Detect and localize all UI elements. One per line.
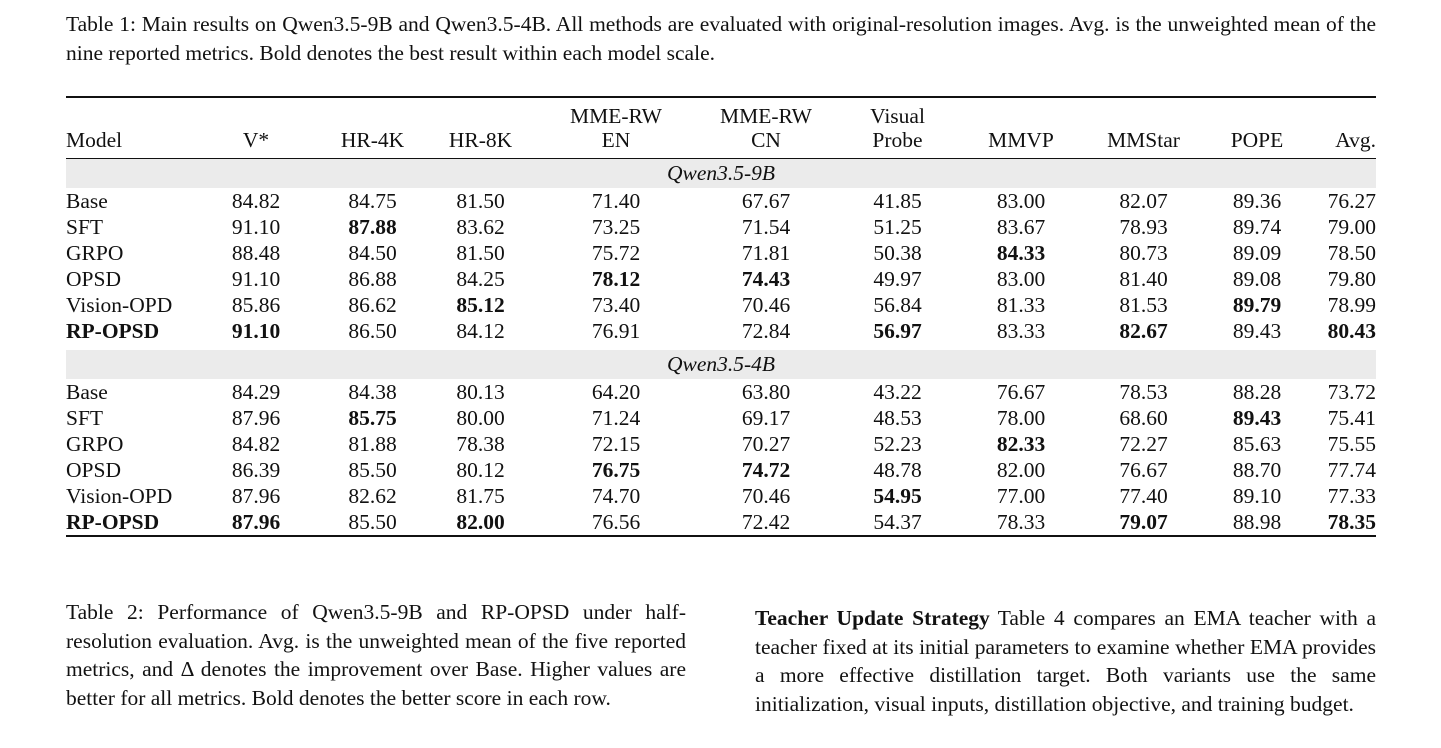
table-cell: 84.75 xyxy=(348,189,397,213)
table-cell: 89.08 xyxy=(1232,267,1282,291)
table-header-row xyxy=(66,97,1376,159)
table-cell: 73.40 xyxy=(591,293,641,317)
table-row xyxy=(66,188,1376,214)
table-cell: 76.27 xyxy=(1327,189,1376,213)
table-cell: 72.42 xyxy=(690,509,842,536)
model-name: SFT xyxy=(66,215,104,239)
model-name: Vision-OPD xyxy=(66,484,173,508)
table-cell: 87.96 xyxy=(186,509,326,536)
table-cell: 77.00 xyxy=(996,484,1046,508)
table-cell: 73.25 xyxy=(591,215,641,239)
table-cell: 81.50 xyxy=(456,189,505,213)
table-cell: 68.60 xyxy=(1119,406,1168,430)
table-cell: 82.00 xyxy=(996,458,1046,482)
table-cell: 83.62 xyxy=(456,215,505,239)
table-row xyxy=(66,292,1376,318)
group-header-row xyxy=(66,159,1376,189)
group-label: Qwen3.5-9B xyxy=(66,159,1376,189)
model-name: RP-OPSD xyxy=(66,319,160,343)
table-cell: 64.20 xyxy=(591,380,641,404)
table-cell: 77.74 xyxy=(1327,458,1376,482)
table-cell: 84.29 xyxy=(231,380,281,404)
table-cell: 71.54 xyxy=(741,215,791,239)
column-header-line: V* xyxy=(242,128,270,152)
teacher-update-paragraph xyxy=(755,604,1376,718)
table-cell: 85.50 xyxy=(326,509,419,536)
model-name: OPSD xyxy=(66,458,121,482)
table-cell: 77.40 xyxy=(1119,484,1168,508)
table-cell: 63.80 xyxy=(741,380,791,404)
table-cell: 78.99 xyxy=(1327,293,1376,317)
table-cell: 78.00 xyxy=(996,406,1046,430)
paragraph-text: Table 4 compares an EMA teacher with a teacher fixed at its initial parameters to examine whether EMA provides a more effective distillation target. Both variants use the same initialization, visual inputs, distillation objective, and training budget. xyxy=(755,606,1376,716)
table-cell: 52.23 xyxy=(873,432,922,456)
table-cell: 78.93 xyxy=(1119,215,1168,239)
table-cell: 91.10 xyxy=(231,267,281,291)
table-cell: 82.67 xyxy=(1119,319,1168,343)
table-cell: 85.63 xyxy=(1232,432,1282,456)
table-cell: 84.25 xyxy=(456,267,505,291)
column-header xyxy=(419,97,542,159)
table-cell: 87.96 xyxy=(231,406,281,430)
column-header-line: CN xyxy=(751,128,781,152)
table-cell: 80.00 xyxy=(456,406,505,430)
table-cell: 69.17 xyxy=(741,406,791,430)
table-cell: 78.53 xyxy=(1119,380,1168,404)
table-cell: 91.10 xyxy=(231,215,281,239)
table-cell: 79.80 xyxy=(1327,267,1376,291)
table-cell: 43.22 xyxy=(873,380,922,404)
column-header xyxy=(326,97,419,159)
table-cell: 80.73 xyxy=(1119,241,1168,265)
table-cell: 79.00 xyxy=(1327,215,1376,239)
table-cell: 86.39 xyxy=(231,458,281,482)
table-cell: 83.00 xyxy=(996,267,1046,291)
table-cell: 54.95 xyxy=(873,484,922,508)
table-cell: 89.74 xyxy=(1232,215,1282,239)
table-cell: 71.24 xyxy=(591,406,641,430)
table-cell: 83.67 xyxy=(996,215,1046,239)
table-cell: 81.50 xyxy=(456,241,505,265)
table-cell: 75.55 xyxy=(1327,432,1376,456)
table-cell: 78.12 xyxy=(591,267,641,291)
table-cell: 78.35 xyxy=(1316,509,1376,536)
model-name: SFT xyxy=(66,406,104,430)
table-cell: 82.00 xyxy=(419,509,542,536)
table-cell: 78.33 xyxy=(953,509,1089,536)
table-cell: 89.09 xyxy=(1232,241,1282,265)
table-cell: 74.72 xyxy=(741,458,791,482)
table-cell: 56.84 xyxy=(873,293,922,317)
table-cell: 86.62 xyxy=(348,293,397,317)
column-header-line: Visual xyxy=(870,104,925,128)
table-cell: 81.53 xyxy=(1119,293,1168,317)
table-cell: 50.38 xyxy=(873,241,922,265)
table-cell: 76.67 xyxy=(996,380,1046,404)
table-cell: 80.13 xyxy=(456,380,505,404)
column-header-line: POPE xyxy=(1230,128,1284,152)
column-header-line: EN xyxy=(601,128,631,152)
table-cell: 48.53 xyxy=(873,406,922,430)
column-header-line: HR-4K xyxy=(340,128,405,152)
table-cell: 54.37 xyxy=(842,509,953,536)
table-cell: 86.50 xyxy=(348,319,397,343)
table-cell: 75.41 xyxy=(1327,406,1376,430)
table-cell: 78.38 xyxy=(456,432,505,456)
paragraph-heading: Teacher Update Strategy xyxy=(755,606,990,630)
column-header-line: MMVP xyxy=(988,128,1054,152)
column-header-line: Avg. xyxy=(1335,128,1376,152)
table-row xyxy=(66,483,1376,509)
table-cell: 74.43 xyxy=(741,267,791,291)
table-row xyxy=(66,379,1376,405)
column-header-line: Probe xyxy=(872,128,923,152)
model-name: RP-OPSD xyxy=(66,509,186,536)
table2-caption: Table 2: Performance of Qwen3.5-9B and RP-OPSD under half-resolution evaluation. Avg. is the unweighted mean of the five reported metrics, and Δ denotes the improvement over Base. Higher values are better for all metrics. Bold denotes the better score in each row. xyxy=(66,600,686,710)
table-cell: 84.82 xyxy=(231,432,281,456)
table-cell: 76.56 xyxy=(542,509,690,536)
table-cell: 71.81 xyxy=(741,241,791,265)
column-header-line: MMStar xyxy=(1107,128,1180,152)
table-cell: 89.79 xyxy=(1232,293,1282,317)
table-cell: 86.88 xyxy=(348,267,397,291)
table-cell: 89.43 xyxy=(1232,319,1282,343)
table-cell: 74.70 xyxy=(591,484,641,508)
column-header xyxy=(66,97,186,159)
table-cell: 70.46 xyxy=(741,293,791,317)
table-cell: 85.86 xyxy=(231,293,281,317)
table-cell: 85.50 xyxy=(348,458,397,482)
model-name: OPSD xyxy=(66,267,121,291)
column-header xyxy=(1316,97,1376,159)
model-name: Base xyxy=(66,380,108,404)
table1-caption: Table 1: Main results on Qwen3.5-9B and Qwen3.5-4B. All methods are evaluated with original-resolution images. Avg. is the unweighted mean of the nine reported metrics. Bold denotes the best result within each model scale. xyxy=(66,12,1376,65)
table-cell: 67.67 xyxy=(741,189,791,213)
table-cell: 84.38 xyxy=(348,380,397,404)
model-name: Base xyxy=(66,189,108,213)
table-cell: 84.50 xyxy=(348,241,397,265)
table-cell: 88.70 xyxy=(1232,458,1282,482)
table-cell: 56.97 xyxy=(873,319,922,343)
table-cell: 83.00 xyxy=(996,189,1046,213)
table-cell: 41.85 xyxy=(873,189,922,213)
table-cell: 76.67 xyxy=(1119,458,1168,482)
group-header-row xyxy=(66,350,1376,379)
table-cell: 75.72 xyxy=(591,241,641,265)
table-cell: 78.50 xyxy=(1327,241,1376,265)
column-header xyxy=(542,97,690,159)
column-header-line: MME-RW xyxy=(720,104,812,128)
table-row xyxy=(66,431,1376,457)
table-cell: 88.48 xyxy=(231,241,281,265)
column-header xyxy=(1198,97,1316,159)
table-cell: 72.27 xyxy=(1119,432,1168,456)
table-cell: 76.91 xyxy=(591,319,641,343)
column-header xyxy=(186,97,326,159)
table-row xyxy=(66,509,1376,536)
table-row xyxy=(66,240,1376,266)
table-row xyxy=(66,405,1376,431)
model-name: GRPO xyxy=(66,241,124,265)
table-cell: 84.12 xyxy=(456,319,505,343)
table-cell: 48.78 xyxy=(873,458,922,482)
table-cell: 51.25 xyxy=(873,215,922,239)
table-cell: 89.36 xyxy=(1232,189,1282,213)
table-cell: 73.72 xyxy=(1327,380,1376,404)
table-cell: 79.07 xyxy=(1089,509,1198,536)
table-cell: 80.12 xyxy=(456,458,505,482)
model-name: Vision-OPD xyxy=(66,293,173,317)
table-cell: 82.62 xyxy=(348,484,397,508)
table-cell: 70.27 xyxy=(741,432,791,456)
table-cell: 81.88 xyxy=(348,432,397,456)
table-cell: 77.33 xyxy=(1327,484,1376,508)
table-cell: 89.43 xyxy=(1232,406,1282,430)
table-cell: 91.10 xyxy=(231,319,281,343)
column-header xyxy=(1089,97,1198,159)
table-cell: 71.40 xyxy=(591,189,641,213)
table-row xyxy=(66,457,1376,483)
table-cell: 81.40 xyxy=(1119,267,1168,291)
column-header-line: HR-8K xyxy=(448,128,513,152)
table-cell: 72.84 xyxy=(741,319,791,343)
table-cell: 88.98 xyxy=(1198,509,1316,536)
table-cell: 83.33 xyxy=(996,319,1046,343)
table-cell: 85.75 xyxy=(348,406,397,430)
results-table xyxy=(66,96,1376,537)
table-row xyxy=(66,266,1376,292)
column-header xyxy=(953,97,1089,159)
table-cell: 89.10 xyxy=(1232,484,1282,508)
table-cell: 81.75 xyxy=(456,484,505,508)
group-label: Qwen3.5-4B xyxy=(66,350,1376,379)
table-cell: 76.75 xyxy=(591,458,641,482)
table-cell: 82.33 xyxy=(996,432,1046,456)
table-cell: 70.46 xyxy=(741,484,791,508)
table-cell: 87.88 xyxy=(348,215,397,239)
table-cell: 49.97 xyxy=(873,267,922,291)
table-cell: 85.12 xyxy=(456,293,505,317)
table-cell: 84.33 xyxy=(996,241,1046,265)
table-row xyxy=(66,214,1376,240)
model-name: GRPO xyxy=(66,432,124,456)
table-cell: 84.82 xyxy=(231,189,281,213)
table-cell: 82.07 xyxy=(1119,189,1168,213)
column-header xyxy=(842,97,953,159)
table-cell: 87.96 xyxy=(231,484,281,508)
column-header xyxy=(690,97,842,159)
table-cell: 81.33 xyxy=(996,293,1046,317)
table-cell: 88.28 xyxy=(1232,380,1282,404)
table-row xyxy=(66,318,1376,344)
column-header-line: MME-RW xyxy=(570,104,662,128)
table-cell: 72.15 xyxy=(591,432,641,456)
table-cell: 80.43 xyxy=(1327,319,1376,343)
column-header-line: Model xyxy=(66,128,123,152)
